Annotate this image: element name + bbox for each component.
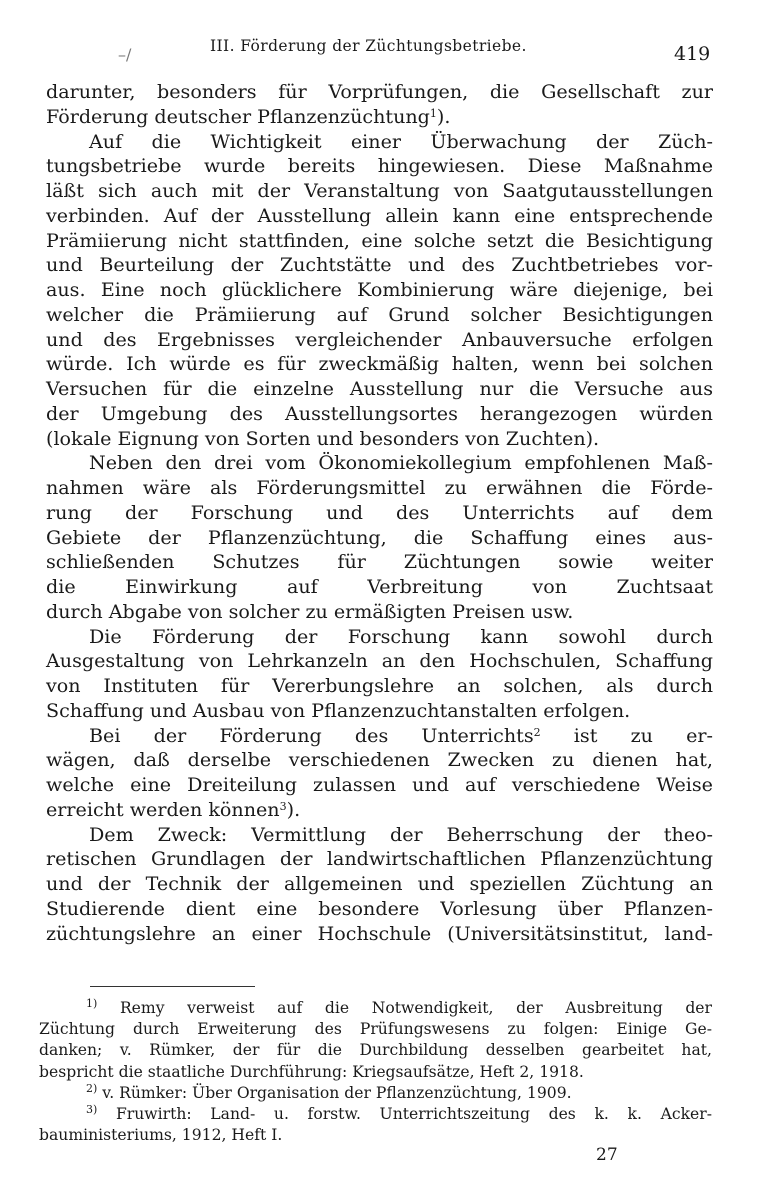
text-span: ist zu er- [540, 723, 713, 747]
footnote-mark: 2) [86, 1081, 98, 1095]
text-line: durch Abgabe von solcher zu ermäßigten Preisen usw. [46, 599, 574, 623]
text-span: v. Rümker: Über Organisation der Pflanzenzüchtung, 1909. [102, 1083, 572, 1102]
footnote-1-line [39, 998, 712, 1019]
running-title: III. Förderung der Züchtungsbetriebe. [210, 37, 527, 55]
text-line: wägen, daß derselbe verschiedenen Zwecken zu dienen hat, [46, 748, 713, 772]
text-line: Prämiierung nicht stattfinden, eine solche setzt die Besichtigung [46, 228, 713, 252]
text-line: der Umgebung des Ausstellungsortes herangezogen würden [46, 401, 713, 425]
text-line: retischen Grundlagen der landwirtschaftlichen Pflanzenzüchtung [46, 847, 713, 871]
footnote-mark: 1) [86, 997, 98, 1010]
text-line: Studierende dient eine besondere Vorlesung über Pflanzen- [46, 896, 713, 920]
body-text [46, 80, 713, 946]
text-line: welcher die Prämiierung auf Grund solcher Besichtigungen [46, 302, 713, 326]
footnote-ref: 2 [533, 725, 541, 739]
text-line: welche eine Dreiteilung zulassen und auf verschiedene Weise [46, 773, 713, 796]
pencil-mark: –/ [118, 45, 132, 64]
footnote-3-line: bauministeriums, 1912, Heft I. [39, 1126, 283, 1145]
page-header [0, 33, 770, 63]
text-line: nahmen wäre als Förderungsmittel zu erwähnen die Förde- [46, 476, 713, 499]
text-line: Dem Zweck: Vermittlung der Beherrschung der theo- [89, 822, 713, 846]
text-line: darunter, besonders für Vorprüfungen, die Gesellschaft zur [46, 80, 713, 103]
text-line [46, 798, 713, 823]
text-line: (lokale Eignung von Sorten und besonders von Zuchten). [46, 426, 600, 450]
text-span: Förderung deutscher Pflanzenzüchtung [46, 104, 430, 128]
footnote-1-line: danken; v. Rümker, der für die Durchbildung desselben gearbeitet hat, [39, 1041, 712, 1060]
text-line: schließenden Schutzes für Züchtungen sowie weiter [46, 550, 713, 574]
footnote-ref: 1 [429, 106, 437, 120]
footnote-rule [90, 986, 255, 987]
footnote-3-line [39, 1104, 712, 1125]
signature-mark: 27 [596, 1145, 618, 1165]
text-line: rung der Forschung und des Unterrichts auf dem [46, 500, 713, 524]
footnote-1-line: Züchtung durch Erweiterung des Prüfungswesens zu folgen: Einige Ge- [39, 1020, 712, 1039]
footnote-1-line: bespricht die staatliche Durchführung: Kriegsaufsätze, Heft 2, 1918. [39, 1062, 584, 1081]
footnote-2-line [39, 1083, 712, 1104]
text-line: läßt sich auch mit der Veranstaltung von Saatgutausstellungen [46, 179, 713, 202]
text-line [46, 724, 713, 749]
text-line: tungsbetriebe wurde bereits hingewiesen. Diese Maßnahme [46, 154, 713, 178]
text-line: aus. Eine noch glücklichere Kombinierung wäre diejenige, bei [46, 278, 713, 301]
page-number: 419 [674, 43, 711, 65]
text-line: Schaffung und Ausbau von Pflanzenzuchtanstalten erfolgen. [46, 698, 631, 722]
text-line: Auf die Wichtigkeit einer Überwachung der Züch- [89, 129, 713, 153]
text-span: Fruwirth: Land- u. forstw. Unterrichtszeitung des k. k. Acker- [115, 1105, 712, 1124]
text-line: züchtungslehre an einer Hochschule (Universitätsinstitut, land- [46, 921, 713, 945]
text-line: würde. Ich würde es für zweckmäßig halten, wenn bei solchen [46, 352, 713, 376]
footnote-mark: 3) [86, 1103, 98, 1117]
text-line: Neben den drei vom Ökonomiekollegium empfohlenen Maß- [89, 451, 713, 475]
text-line: Versuchen für die einzelne Ausstellung nur die Versuche aus [46, 377, 713, 400]
text-span: erreicht werden können [46, 797, 280, 821]
text-span: ). [286, 797, 301, 821]
text-line: von Instituten für Vererbungslehre an solchen, als durch [46, 674, 713, 697]
text-span: ). [436, 104, 451, 128]
text-line: und Beurteilung der Zuchtstätte und des Zuchtbetriebes vor- [46, 253, 713, 277]
text-span: Remy verweist auf die Notwendigkeit, der Ausbreitung der [119, 999, 712, 1017]
text-line: und der Technik der allgemeinen und speziellen Züchtung an [46, 872, 713, 895]
text-line: und des Ergebnisses vergleichender Anbauversuche erfolgen [46, 327, 713, 351]
text-line [46, 105, 713, 130]
text-line: Ausgestaltung von Lehrkanzeln an den Hochschulen, Schaffung [46, 649, 713, 673]
footnote-ref: 3 [279, 799, 287, 813]
text-span: Bei der Förderung des Unterrichts [89, 723, 534, 747]
footnotes [39, 998, 712, 1146]
text-line: die Einwirkung auf Verbreitung von Zuchtsaat [46, 575, 713, 598]
text-line: verbinden. Auf der Ausstellung allein kann eine entsprechende [46, 203, 713, 227]
text-line: Die Förderung der Forschung kann sowohl durch [89, 624, 713, 648]
text-line: Gebiete der Pflanzenzüchtung, die Schaffung eines aus- [46, 525, 713, 549]
